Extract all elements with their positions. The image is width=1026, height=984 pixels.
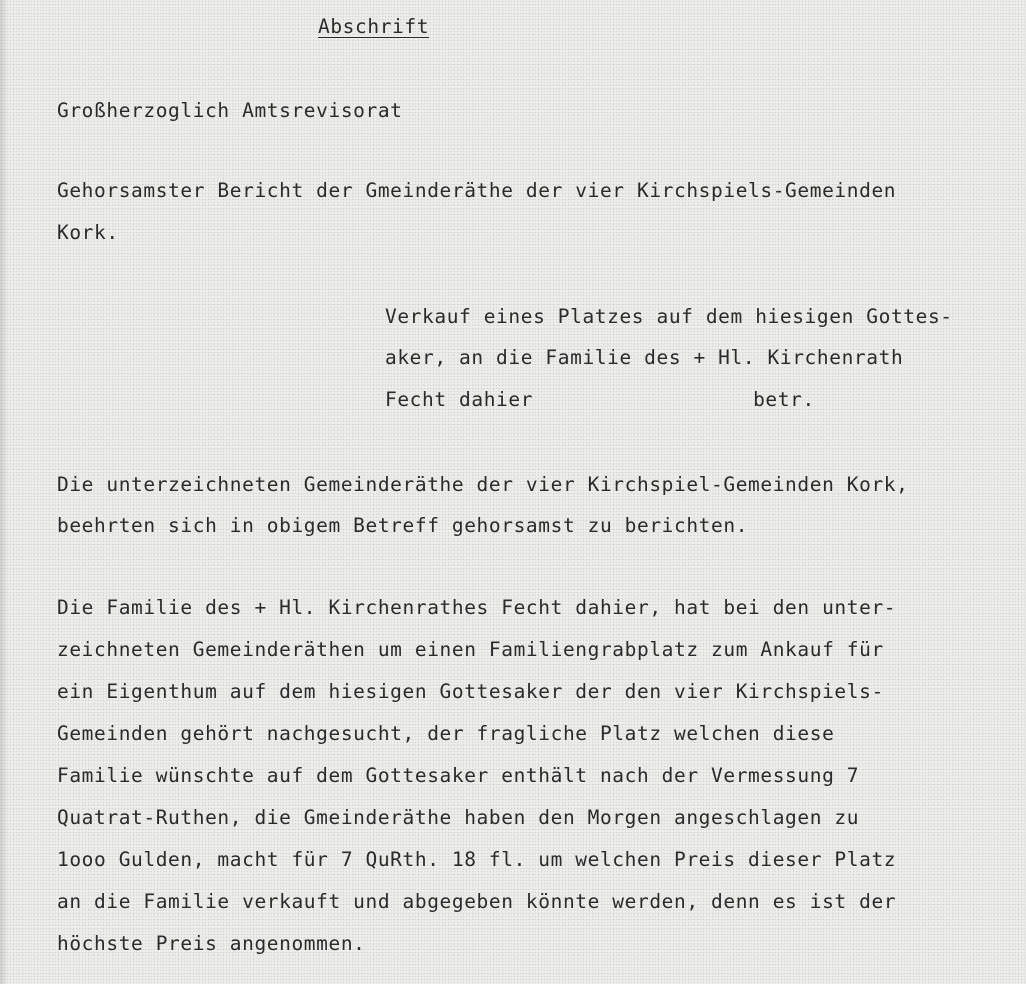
paragraph2-line-1: Die Familie des + Hl. Kirchenrathes Fecht dahier, hat bei den unter- [57, 596, 897, 619]
subject-line-2: aker, an die Familie des + Hl. Kirchenrath [385, 346, 904, 369]
document-title: Abschrift [318, 15, 430, 38]
subject-line-3 [385, 387, 815, 413]
paragraph2-line-4: Gemeinden gehört nachgesucht, der fragliche Platz welchen diese [57, 722, 835, 745]
paragraph2-line-3: ein Eigenthum auf dem hiesigen Gottesaker der den vier Kirchspiels- [57, 680, 884, 703]
subject-line-3-right: betr. [753, 388, 815, 411]
report-heading-line-2: Kork. [57, 221, 119, 244]
paragraph1-line-2: beehrten sich in obigem Betreff gehorsamst zu berichten. [57, 514, 749, 537]
authority-heading: Großherzoglich Amtsrevisorat [57, 99, 403, 122]
report-heading-line-1: Gehorsamster Bericht der Gmeinderäthe der vier Kirchspiels-Gemeinden [57, 179, 897, 202]
paragraph2-line-6: Quatrat-Ruthen, die Gmeinderäthe haben den Morgen angeschlagen zu [57, 806, 860, 829]
paragraph2-line-9: höchste Preis angenommen. [57, 932, 366, 955]
paragraph1-line-1: Die unterzeichneten Gemeinderäthe der vier Kirchspiel-Gemeinden Kork, [57, 473, 909, 496]
paragraph2-line-2: zeichneten Gemeinderäthen um einen Familiengrabplatz zum Ankauf für [57, 638, 884, 661]
paragraph2-line-8: an die Familie verkauft und abgegeben könnte werden, denn es ist der [57, 890, 897, 913]
paragraph2-line-7: 1ooo Gulden, macht für 7 QuRth. 18 fl. um welchen Preis dieser Platz [57, 848, 897, 871]
paragraph2-line-5: Familie wünschte auf dem Gottesaker enthält nach der Vermessung 7 [57, 764, 860, 787]
scan-edge-shadow [0, 0, 8, 984]
subject-line-1: Verkauf eines Platzes auf dem hiesigen Gottes- [385, 305, 953, 328]
subject-line-3-left: Fecht dahier [385, 388, 534, 411]
